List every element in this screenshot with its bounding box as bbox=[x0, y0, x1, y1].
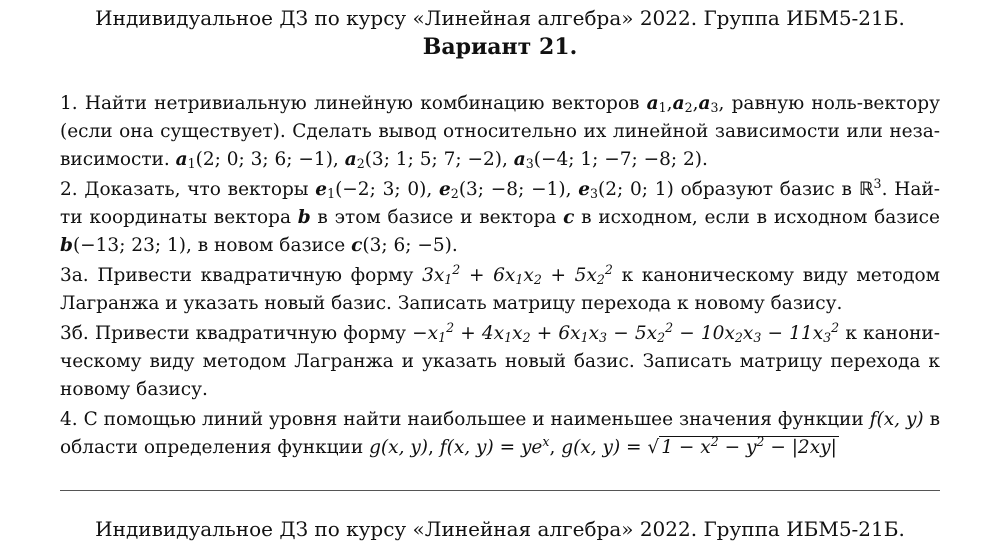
problem-4 bbox=[60, 406, 940, 462]
term: − 5x bbox=[607, 323, 658, 344]
vector-coords: (−13; 23; 1), в новом базисе bbox=[72, 235, 352, 256]
index: 3 bbox=[753, 330, 762, 346]
index: 1 bbox=[580, 330, 589, 346]
vector-symbol: e bbox=[578, 179, 591, 200]
term: + 4x bbox=[454, 323, 505, 344]
term: g(x, y) = bbox=[561, 437, 648, 458]
index: 2 bbox=[356, 156, 365, 172]
vector-coords: (3; 6; −5). bbox=[362, 235, 458, 256]
exponent: 2 bbox=[831, 320, 840, 336]
index: 1 bbox=[504, 330, 513, 346]
term: − 11x bbox=[761, 323, 824, 344]
function-f: f(x, y) bbox=[869, 409, 924, 430]
real-space-symbol: ℝ bbox=[858, 179, 874, 200]
index: 2 bbox=[533, 272, 542, 288]
term: − 10x bbox=[673, 323, 735, 344]
g-definition bbox=[561, 436, 839, 458]
vector-symbol: a bbox=[344, 149, 357, 170]
term: − y bbox=[718, 437, 757, 458]
problem-2-text: в этом базисе и вектора bbox=[310, 207, 564, 228]
index: 1 bbox=[515, 272, 524, 288]
index: 2 bbox=[596, 272, 605, 288]
vector-coords: (−4; 1; −7; −8; 2). bbox=[533, 149, 708, 170]
problem-2-text: в исходном, если в исходном базисе bbox=[574, 207, 940, 228]
problem-3b-text: 3б. Привести квадратичную форму bbox=[60, 323, 413, 344]
problem-1-text: 1. Найти нетривиальную линейную комбинацию векторов bbox=[60, 93, 647, 114]
term: + 6x bbox=[530, 323, 581, 344]
exponent: 2 bbox=[710, 434, 719, 450]
exponent: 3 bbox=[873, 176, 882, 192]
index: 3 bbox=[710, 100, 719, 116]
quadratic-form bbox=[412, 320, 840, 346]
exponent: 2 bbox=[756, 434, 765, 450]
term: x bbox=[523, 265, 534, 286]
next-page-header: Индивидуальное ДЗ по курсу «Линейная алгебра» 2022. Группа ИБМ5-21Б. bbox=[95, 517, 905, 541]
radical-sign: √ bbox=[647, 437, 660, 458]
problem-3b bbox=[60, 320, 940, 404]
index: 2 bbox=[657, 330, 666, 346]
term: 1 − x bbox=[661, 437, 711, 458]
term: −x bbox=[412, 323, 439, 344]
exponent: 2 bbox=[446, 320, 455, 336]
problem-3b-text: к канони-ческому виду методом Лагранжа и указать новый базис. Записать матрицу перехода к новому базису. bbox=[60, 323, 941, 400]
vector-symbol: e bbox=[439, 179, 451, 200]
vector-symbol: b bbox=[60, 235, 73, 256]
vector-coords: (2; 0; 3; 6; −1), bbox=[195, 149, 345, 170]
vector-symbol: b bbox=[297, 207, 311, 228]
problem-2-text: 2. Доказать, что векторы bbox=[60, 179, 316, 200]
problem-3a-text: к каноническому виду методом Лагранжа и указать новый базис. Записать матрицу перехода к новому базису. bbox=[60, 265, 941, 314]
index: 1 bbox=[327, 186, 336, 202]
term: + 5x bbox=[541, 265, 597, 286]
problem-4-text: в области определения функции bbox=[60, 409, 941, 458]
index: 1 bbox=[658, 100, 667, 116]
separator: , bbox=[428, 437, 440, 458]
vector-symbol: c bbox=[351, 235, 363, 256]
vector-symbol: a bbox=[513, 149, 526, 170]
vector-symbol: a bbox=[698, 93, 711, 114]
term: + 6x bbox=[460, 265, 516, 286]
term: f(x, y) = ye bbox=[439, 437, 543, 458]
term: 3x bbox=[422, 265, 445, 286]
index: 1 bbox=[187, 156, 196, 172]
index: 2 bbox=[734, 330, 743, 346]
vector-symbol: a bbox=[646, 93, 659, 114]
problem-3a bbox=[60, 262, 940, 318]
vector-coords: (3; 1; 5; 7; −2), bbox=[364, 149, 514, 170]
vector-symbol: a bbox=[672, 93, 685, 114]
vector-symbol: c bbox=[563, 207, 575, 228]
problem-1-text: , равную ноль-вектору (если она существует). Сделать вывод относительно их линейной зависимости или неза-висимости. bbox=[60, 93, 940, 170]
quadratic-form bbox=[422, 262, 613, 288]
problem-2-text: (2; 0; 1) образуют базис в bbox=[598, 179, 859, 200]
radicand bbox=[659, 436, 839, 458]
index: 1 bbox=[438, 330, 447, 346]
separator: , bbox=[549, 437, 562, 458]
vector-coords: (3; −8; −1), bbox=[458, 179, 579, 200]
vector-symbol: a bbox=[175, 149, 188, 170]
index: 3 bbox=[590, 186, 599, 202]
problem-1: 1. Найти нетривиальную линейную комбинацию векторов $a_1,a_2,a_3$, равную ноль-вектору (если она существует). Сделать вывод относительно их линейной зависимости или неза-висимости. $a_1(2$; 0; 3; 6; −1), $a_2(3$; 1; 5; 7; −2), $a_3(-4$; 1; −7; −8; 2). bbox=[60, 93, 940, 172]
index: 3 bbox=[599, 330, 608, 346]
term: x bbox=[742, 323, 754, 344]
vector-symbol: e bbox=[315, 179, 328, 200]
term: x bbox=[512, 323, 523, 344]
index: 2 bbox=[684, 100, 693, 116]
index: 2 bbox=[522, 330, 531, 346]
exponent: x bbox=[542, 434, 550, 450]
variant-title: Вариант 21. bbox=[422, 34, 578, 60]
index: 3 bbox=[823, 330, 832, 346]
problem-2 bbox=[60, 176, 940, 260]
term: x bbox=[588, 323, 600, 344]
course-header: Индивидуальное ДЗ по курсу «Линейная алгебра» 2022. Группа ИБМ5-21Б. bbox=[95, 6, 905, 30]
index: 1 bbox=[444, 272, 453, 288]
vector-coords: (−2; 3; 0), bbox=[335, 179, 440, 200]
exponent: 2 bbox=[604, 262, 613, 278]
square-root bbox=[647, 436, 838, 458]
function-g: g(x, y) bbox=[369, 437, 429, 458]
problem-3a-text: 3а. Привести квадратичную форму bbox=[60, 265, 423, 286]
problem-4-text: 4. С помощью линий уровня найти наибольшее и наименьшее значения функции bbox=[60, 409, 870, 430]
f-definition bbox=[439, 434, 550, 458]
index: 3 bbox=[525, 156, 534, 172]
term: − |2xy| bbox=[764, 437, 837, 458]
exponent: 2 bbox=[665, 320, 674, 336]
exponent: 2 bbox=[452, 262, 461, 278]
index: 2 bbox=[450, 186, 459, 202]
problem-2-text: . Най-ти координаты вектора bbox=[60, 179, 940, 228]
page-divider bbox=[60, 490, 940, 491]
